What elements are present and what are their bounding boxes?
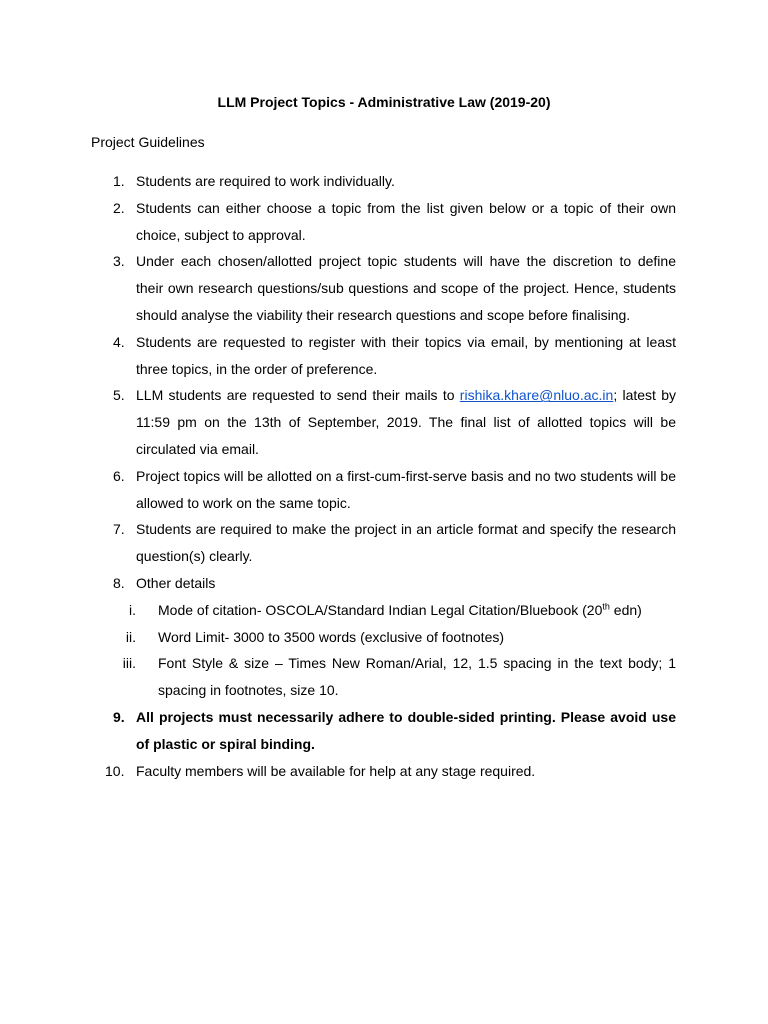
list-item xyxy=(0,195,676,249)
list-item xyxy=(0,516,676,570)
item-text: Students are requested to register with their topics via email, by mentioning at least three topics, in the order of preference. xyxy=(136,333,676,377)
item-text: Project topics will be allotted on a first-cum-first-serve basis and no two students will be allowed to work on the same topic. xyxy=(136,467,676,511)
item-number: 4. xyxy=(113,333,125,350)
item-number: 9. xyxy=(113,708,125,725)
item-text-after-email: ; latest by 11:59 pm on the 13th of September, 2019. The final list of allotted topics will be circulated via email. xyxy=(136,387,677,457)
item-number: 8. xyxy=(113,574,125,591)
item-text-before-email: LLM students are requested to send their mails to xyxy=(136,387,460,404)
item-text: All projects must necessarily adhere to double-sided printing. Please avoid use of plastic or spiral binding. xyxy=(136,708,676,752)
item-text: Under each chosen/allotted project topic students will have the discretion to define their own research questions/sub questions and scope of the project. Hence, students should analyse the viability their research questions and scope before finalising. xyxy=(136,253,676,323)
item-number: 6. xyxy=(113,467,125,484)
item-text: Students are required to make the project in an article format and specify the research question(s) clearly. xyxy=(136,521,676,565)
guidelines-list xyxy=(0,168,768,784)
list-item xyxy=(0,168,676,195)
item-number: 3. xyxy=(113,253,125,270)
item-number: 7. xyxy=(113,521,125,538)
sublist-item xyxy=(0,597,676,624)
item-number: 10. xyxy=(105,762,125,779)
subitem-number: ii. xyxy=(125,628,136,645)
item-text: Other details xyxy=(136,574,216,591)
item-text: Students are required to work individually. xyxy=(136,173,395,189)
item-number: 2. xyxy=(113,199,125,216)
subitem-text: Font Style & size – Times New Roman/Arial, 12, 1.5 spacing in the text body; 1 spacing in footnotes, size 10. xyxy=(158,655,676,699)
list-item xyxy=(0,704,676,758)
sublist-item xyxy=(0,624,676,651)
superscript: th xyxy=(602,601,610,612)
list-item xyxy=(0,758,676,785)
subitem-text-after-sup: edn) xyxy=(609,601,642,618)
item-number: 1. xyxy=(113,173,125,189)
item-text: Faculty members will be available for help at any stage required. xyxy=(136,762,536,779)
sublist-item xyxy=(0,650,676,704)
subitem-text: Word Limit- 3000 to 3500 words (exclusive of footnotes) xyxy=(158,628,505,645)
subitem-number: iii. xyxy=(122,655,136,672)
subitem-text-before-sup: Mode of citation- OSCOLA/Standard Indian Legal Citation/Bluebook (20 xyxy=(158,601,603,618)
other-details-sublist xyxy=(0,597,768,704)
section-heading: Project Guidelines xyxy=(91,134,205,150)
document-title: LLM Project Topics - Administrative Law (2019-20) xyxy=(217,94,551,110)
list-item xyxy=(0,248,676,328)
list-item xyxy=(0,329,676,383)
item-number: 5. xyxy=(113,387,125,404)
list-item xyxy=(0,382,676,462)
email-link[interactable]: rishika.khare@nluo.ac.in xyxy=(459,387,614,404)
item-text: Students can either choose a topic from the list given below or a topic of their own choice, subject to approval. xyxy=(136,199,676,243)
subitem-number: i. xyxy=(129,601,136,618)
list-item xyxy=(0,570,676,597)
list-item xyxy=(0,463,676,517)
